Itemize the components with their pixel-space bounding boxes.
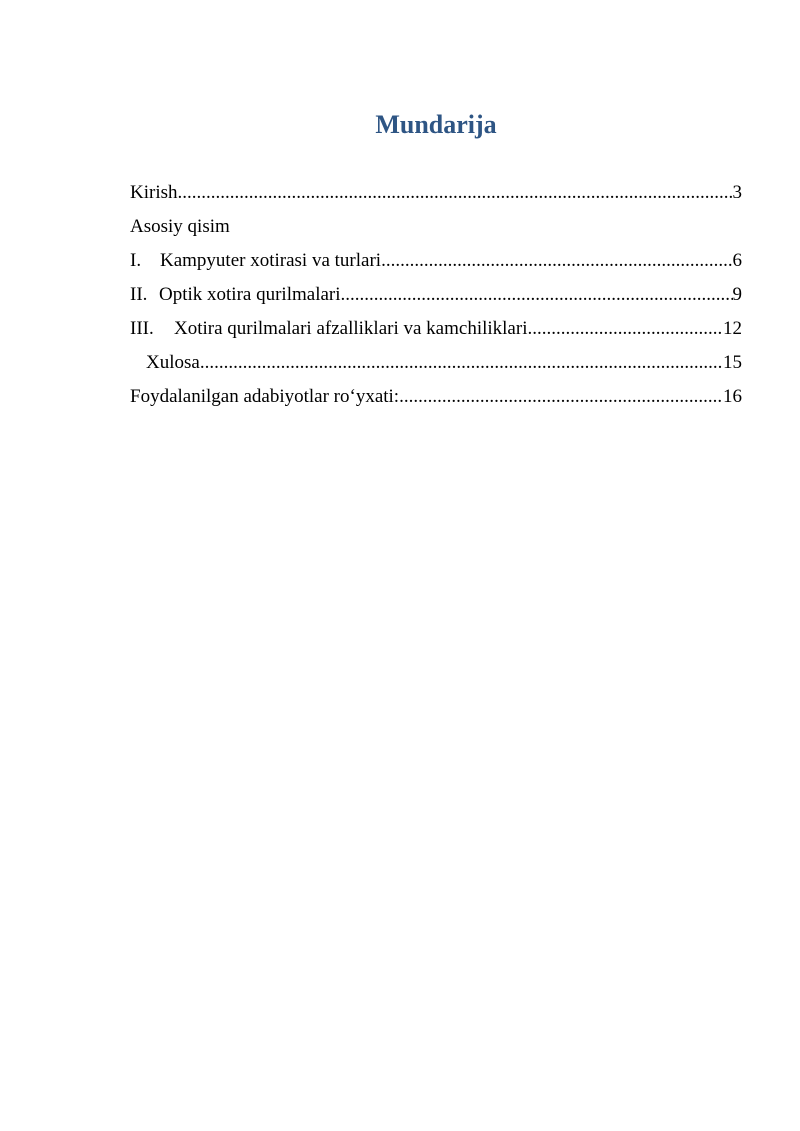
toc-page-number: 3	[732, 182, 742, 203]
toc-entry-label: Xulosa	[146, 352, 200, 373]
toc-entry-label: Kirish	[130, 182, 178, 203]
table-of-contents	[130, 176, 742, 414]
toc-section-heading: Asosiy qisim	[130, 216, 230, 237]
page-title: Mundarija	[375, 110, 497, 139]
toc-entry-number: II.	[130, 284, 148, 305]
toc-dot-leader	[399, 380, 723, 414]
toc-entry-label: Foydalanilgan adabiyotlar ro‘yxati:	[130, 386, 400, 407]
toc-entry-chapter-3	[130, 312, 742, 346]
toc-entry-label: Kampyuter xotirasi va turlari	[160, 250, 382, 271]
toc-page-number: 15	[723, 352, 742, 373]
toc-entry-asosiy-qisim	[130, 210, 742, 244]
toc-entry-adabiyotlar	[130, 380, 742, 414]
toc-page-number: 16	[723, 386, 742, 407]
toc-page-number: 12	[723, 318, 742, 339]
toc-entry-chapter-1	[130, 244, 742, 278]
toc-entry-number: I.	[130, 250, 142, 271]
toc-dot-leader	[527, 312, 723, 346]
toc-entry-label: Optik xotira qurilmalari	[159, 284, 341, 305]
toc-entry-number: III.	[130, 318, 154, 339]
toc-entry-chapter-2	[130, 278, 742, 312]
toc-dot-leader	[381, 244, 732, 278]
toc-dot-leader	[178, 176, 733, 210]
toc-page-number: 6	[732, 250, 742, 271]
toc-entry-label: Xotira qurilmalari afzalliklari va kamchiliklari	[174, 318, 528, 339]
toc-entry-xulosa	[130, 346, 742, 380]
toc-dot-leader	[200, 346, 723, 380]
toc-page-number: 9	[732, 284, 742, 305]
toc-dot-leader	[341, 278, 733, 312]
toc-entry-kirish	[130, 176, 742, 210]
